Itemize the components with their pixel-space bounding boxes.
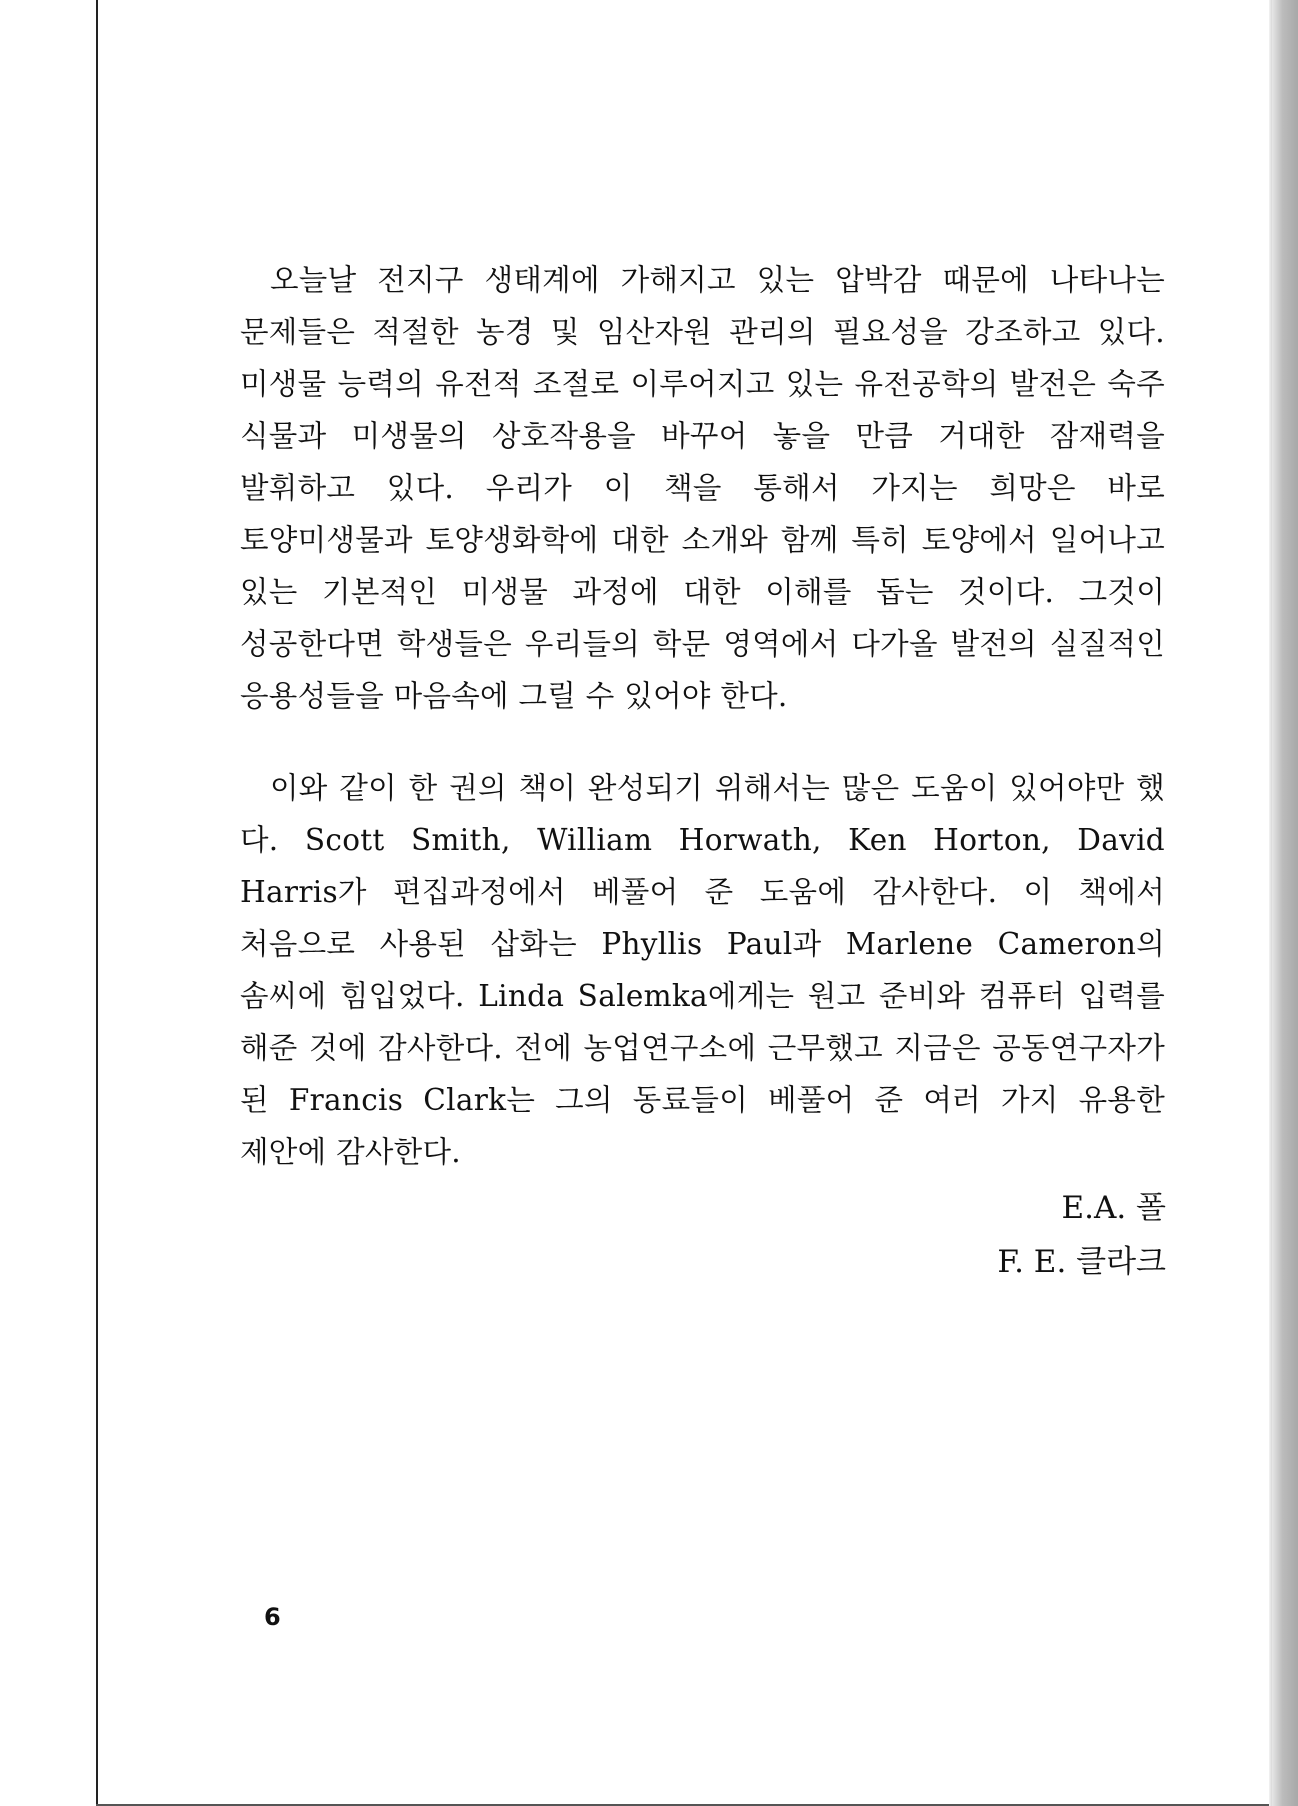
author-signature-2: F. E. 클라크 (997, 1244, 1166, 1280)
viewer-left-margin (0, 0, 96, 1806)
preface-paragraph-1: 오늘날 전지구 생태계에 가해지고 있는 압박감 때문에 나타나는 문제들은 적절한 농경 및 임산자원 관리의 필요성을 강조하고 있다. 미생물 능력의 유전적 조절로 이루어지고 있는 유전공학의 발전은 숙주 식물과 미생물의 상호작용을 바꾸어 놓을 만큼 거대한 잠재력을 발휘하고 있다. 우리가 이 책을 통해서 가지는 희망은 바로 토양미생물과 토양생화학에 대한 소개와 함께 특히 토양에서 일어나고 있는 기본적인 미생물 과정에 대한 이해를 돕는 것이다. 그것이 성공한다면 학생들은 우리들의 학문 영역에서 다가올 발전의 실질적인 응용성들을 마음속에 그릴 수 있어야 한다. (240, 263, 1165, 713)
author-signature-1: E.A. 폴 (1061, 1190, 1166, 1226)
page-shadow (1272, 0, 1298, 1806)
page-number: 6 (264, 1603, 281, 1631)
preface-paragraph-2: 이와 같이 한 권의 책이 완성되기 위해서는 많은 도움이 있어야만 했 다. Scott Smith, William Horwath, Ken Horton, David Harris가 편집과정에서 베풀어 준 도움에 감사한다. 이 책에서 처음으로 사용된 삽화는 Phyllis Paul과 Marlene Cameron의 솜씨에 힘입었다. Linda Salemka에게는 원고 준비와 컴퓨터 입력를 해준 것에 감사한다. 전에 농업연구소에 근무했고 지금은 공동연구자가 된 Francis Clark는 그의 동료들이 베풀어 준 여러 가지 유용한 제안에 감사한다. (240, 771, 1165, 1169)
author-signatures (997, 1181, 1166, 1289)
